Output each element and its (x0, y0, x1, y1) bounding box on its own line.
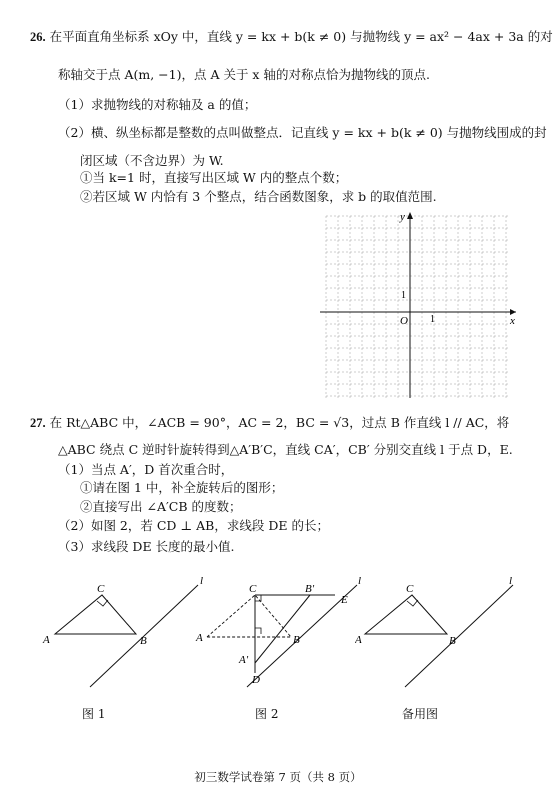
q26-stem-line1 (30, 28, 553, 46)
origin-label: O (400, 315, 408, 327)
label-e: E (341, 594, 348, 606)
label-a: A (196, 632, 203, 644)
triangle-abc (55, 595, 136, 634)
q27-part1-ii: ②直接写出 ∠A′CB 的度数； (80, 499, 242, 514)
q27-stem-line1 (30, 414, 509, 432)
triangle-abc (365, 595, 447, 634)
label-c: C (249, 583, 257, 595)
right-angle-mark-2 (255, 628, 261, 634)
label-c: C (406, 583, 414, 595)
label-a: A (355, 634, 362, 646)
q27-part1: （1）当点 A′，D 首次重合时， (58, 462, 234, 477)
q26-part2-i: ①当 k=1 时，直接写出区域 W 内的整点个数； (80, 170, 348, 185)
q27-number: 27. (30, 416, 46, 430)
label-l: l (509, 575, 513, 587)
q26-stem-line2: 称轴交于点 A(m, −1)，点 A 关于 x 轴的对称点恰为抛物线的顶点. (58, 67, 430, 82)
q27-stem-a: 在 Rt△ABC 中，∠ACB = 90°，AC = 2，BC = √3，过点 B 作直线 l // AC，将 (49, 415, 510, 430)
y-axis-arrow (407, 212, 413, 219)
triangle-abc-dashed (207, 595, 291, 637)
q26-number: 26. (30, 30, 46, 44)
label-b: B (293, 634, 300, 646)
page-footer: 初三数学试卷第 7 页（共 8 页） (194, 770, 362, 784)
label-l: l (358, 575, 362, 587)
label-a-prime: A′ (239, 654, 249, 666)
q26-part2-line1: （2）横、纵坐标都是整数的点叫做整点．记直线 y = kx + b(k ≠ 0) 与抛物线围成的封 (58, 125, 547, 140)
label-d: D (252, 674, 260, 686)
label-b: B (140, 635, 147, 647)
q27-part3: （3）求线段 DE 长度的最小值. (58, 539, 235, 554)
label-b: B (449, 635, 456, 647)
label-b-prime: B′ (305, 583, 315, 595)
q26-stem-a: 在平面直角坐标系 xOy 中，直线 y = kx + b(k ≠ 0) 与抛物线 y = ax² − 4ax + 3a 的对 (49, 29, 553, 44)
q27-stem-line2: △ABC 绕点 C 逆时针旋转得到△A′B′C，直线 CA′，CB′ 分别交直线 l 于点 D，E. (58, 442, 513, 457)
label-c: C (97, 583, 105, 595)
q26-part1: （1）求抛物线的对称轴及 a 的值； (58, 97, 257, 112)
coordinate-grid (320, 210, 520, 400)
figure-1-caption: 图 1 (82, 707, 106, 721)
figure-3 (355, 575, 525, 690)
right-angle-mark (407, 600, 418, 606)
figure-3-caption: 备用图 (402, 707, 439, 721)
right-angle-mark (97, 600, 108, 606)
q27-part2: （2）如图 2，若 CD ⊥ AB，求线段 DE 的长； (58, 518, 329, 533)
figure-2-caption: 图 2 (255, 707, 279, 721)
grid-lines (326, 216, 510, 398)
x-tick-label: 1 (430, 314, 435, 325)
q26-part2-line2: 闭区域（不含边界）为 W. (80, 153, 224, 168)
line-l (405, 585, 513, 687)
y-tick-label: 1 (401, 290, 406, 301)
figure-1 (40, 575, 210, 690)
figure-2 (195, 575, 375, 690)
y-axis-label: y (400, 211, 405, 223)
label-a: A (43, 634, 50, 646)
x-axis-label: x (510, 315, 515, 327)
q26-part2-ii: ②若区域 W 内恰有 3 个整点，结合函数图象，求 b 的取值范围. (80, 189, 437, 204)
q27-part1-i: ①请在图 1 中，补全旋转后的图形； (80, 480, 284, 495)
label-l: l (200, 575, 204, 587)
